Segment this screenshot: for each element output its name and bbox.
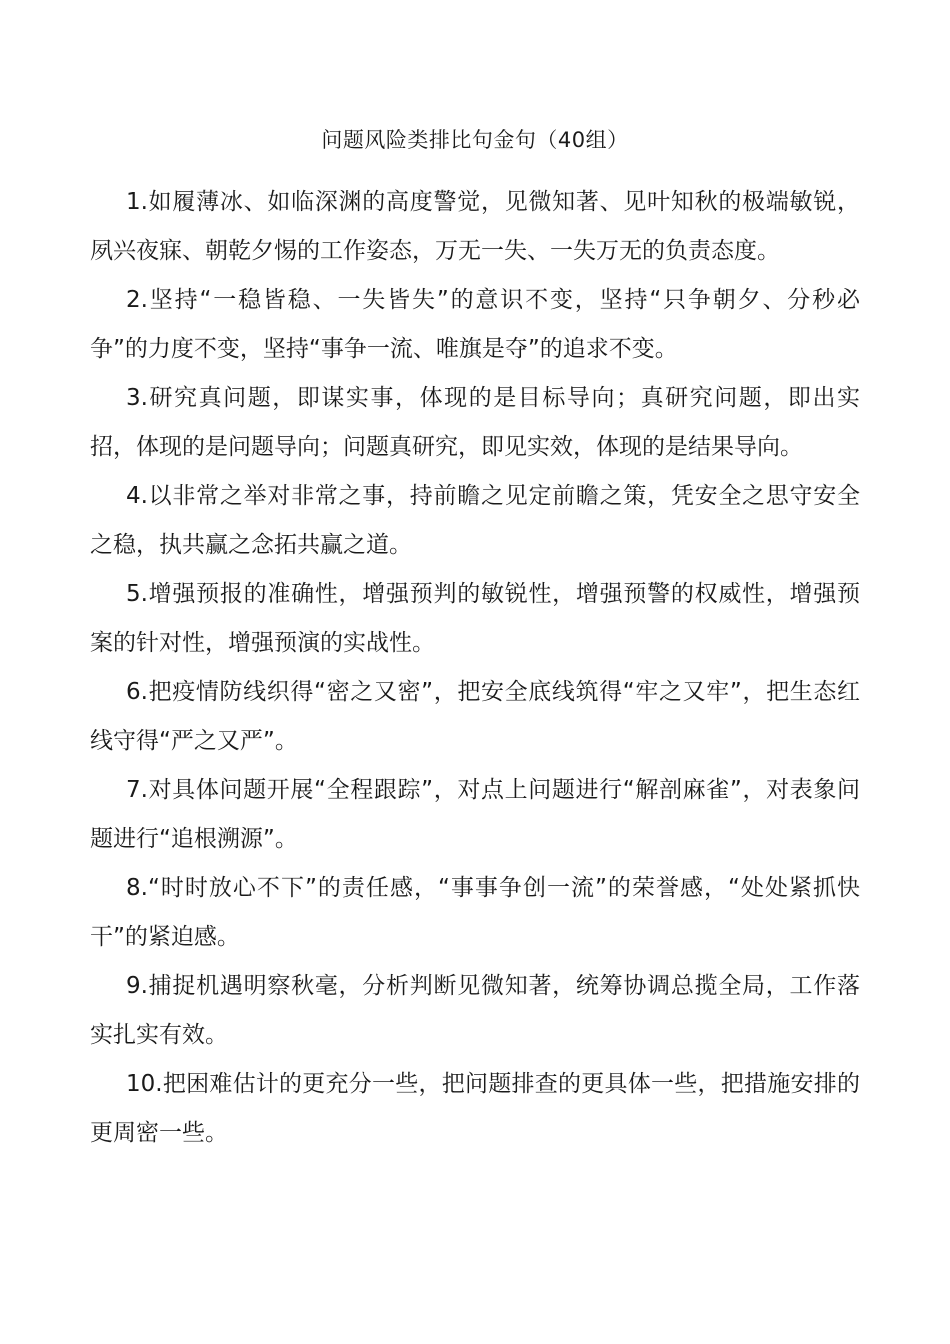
paragraph-1: 1.如履薄冰、如临深渊的高度警觉，见微知著、见叶知秋的极端敏锐，夙兴夜寐、朝乾夕惕的工作姿态，万无一失、一失万无的负责态度。 xyxy=(90,189,860,264)
paragraph-9: 9.捕捉机遇明察秋毫，分析判断见微知著，统筹协调总揽全局，工作落实扎实有效。 xyxy=(90,973,860,1048)
paragraph-10: 10.把困难估计的更充分一些，把问题排查的更具体一些，把措施安排的更周密一些。 xyxy=(90,1071,860,1146)
document-title: 问题风险类排比句金句（40组） xyxy=(321,128,629,152)
paragraph-6: 6.把疫情防线织得“密之又密”，把安全底线筑得“牢之又牢”，把生态红线守得“严之又严”。 xyxy=(90,679,860,754)
paragraph-2: 2.坚持“一稳皆稳、一失皆失”的意识不变，坚持“只争朝夕、分秒必争”的力度不变，坚持“事争一流、唯旗是夺”的追求不变。 xyxy=(90,287,860,362)
paragraph-8: 8.“时时放心不下”的责任感，“事事争创一流”的荣誉感，“处处紧抓快干”的紧迫感。 xyxy=(90,875,860,950)
paragraph-3: 3.研究真问题，即谋实事，体现的是目标导向；真研究问题，即出实招，体现的是问题导向；问题真研究，即见实效，体现的是结果导向。 xyxy=(90,385,860,460)
paragraph-5: 5.增强预报的准确性，增强预判的敏锐性，增强预警的权威性，增强预案的针对性，增强预演的实战性。 xyxy=(90,581,860,656)
paragraph-7: 7.对具体问题开展“全程跟踪”，对点上问题进行“解剖麻雀”，对表象问题进行“追根溯源”。 xyxy=(90,777,860,852)
document-body xyxy=(90,178,860,1158)
paragraph-4: 4.以非常之举对非常之事，持前瞻之见定前瞻之策，凭安全之思守安全之稳，执共赢之念拓共赢之道。 xyxy=(90,483,860,558)
